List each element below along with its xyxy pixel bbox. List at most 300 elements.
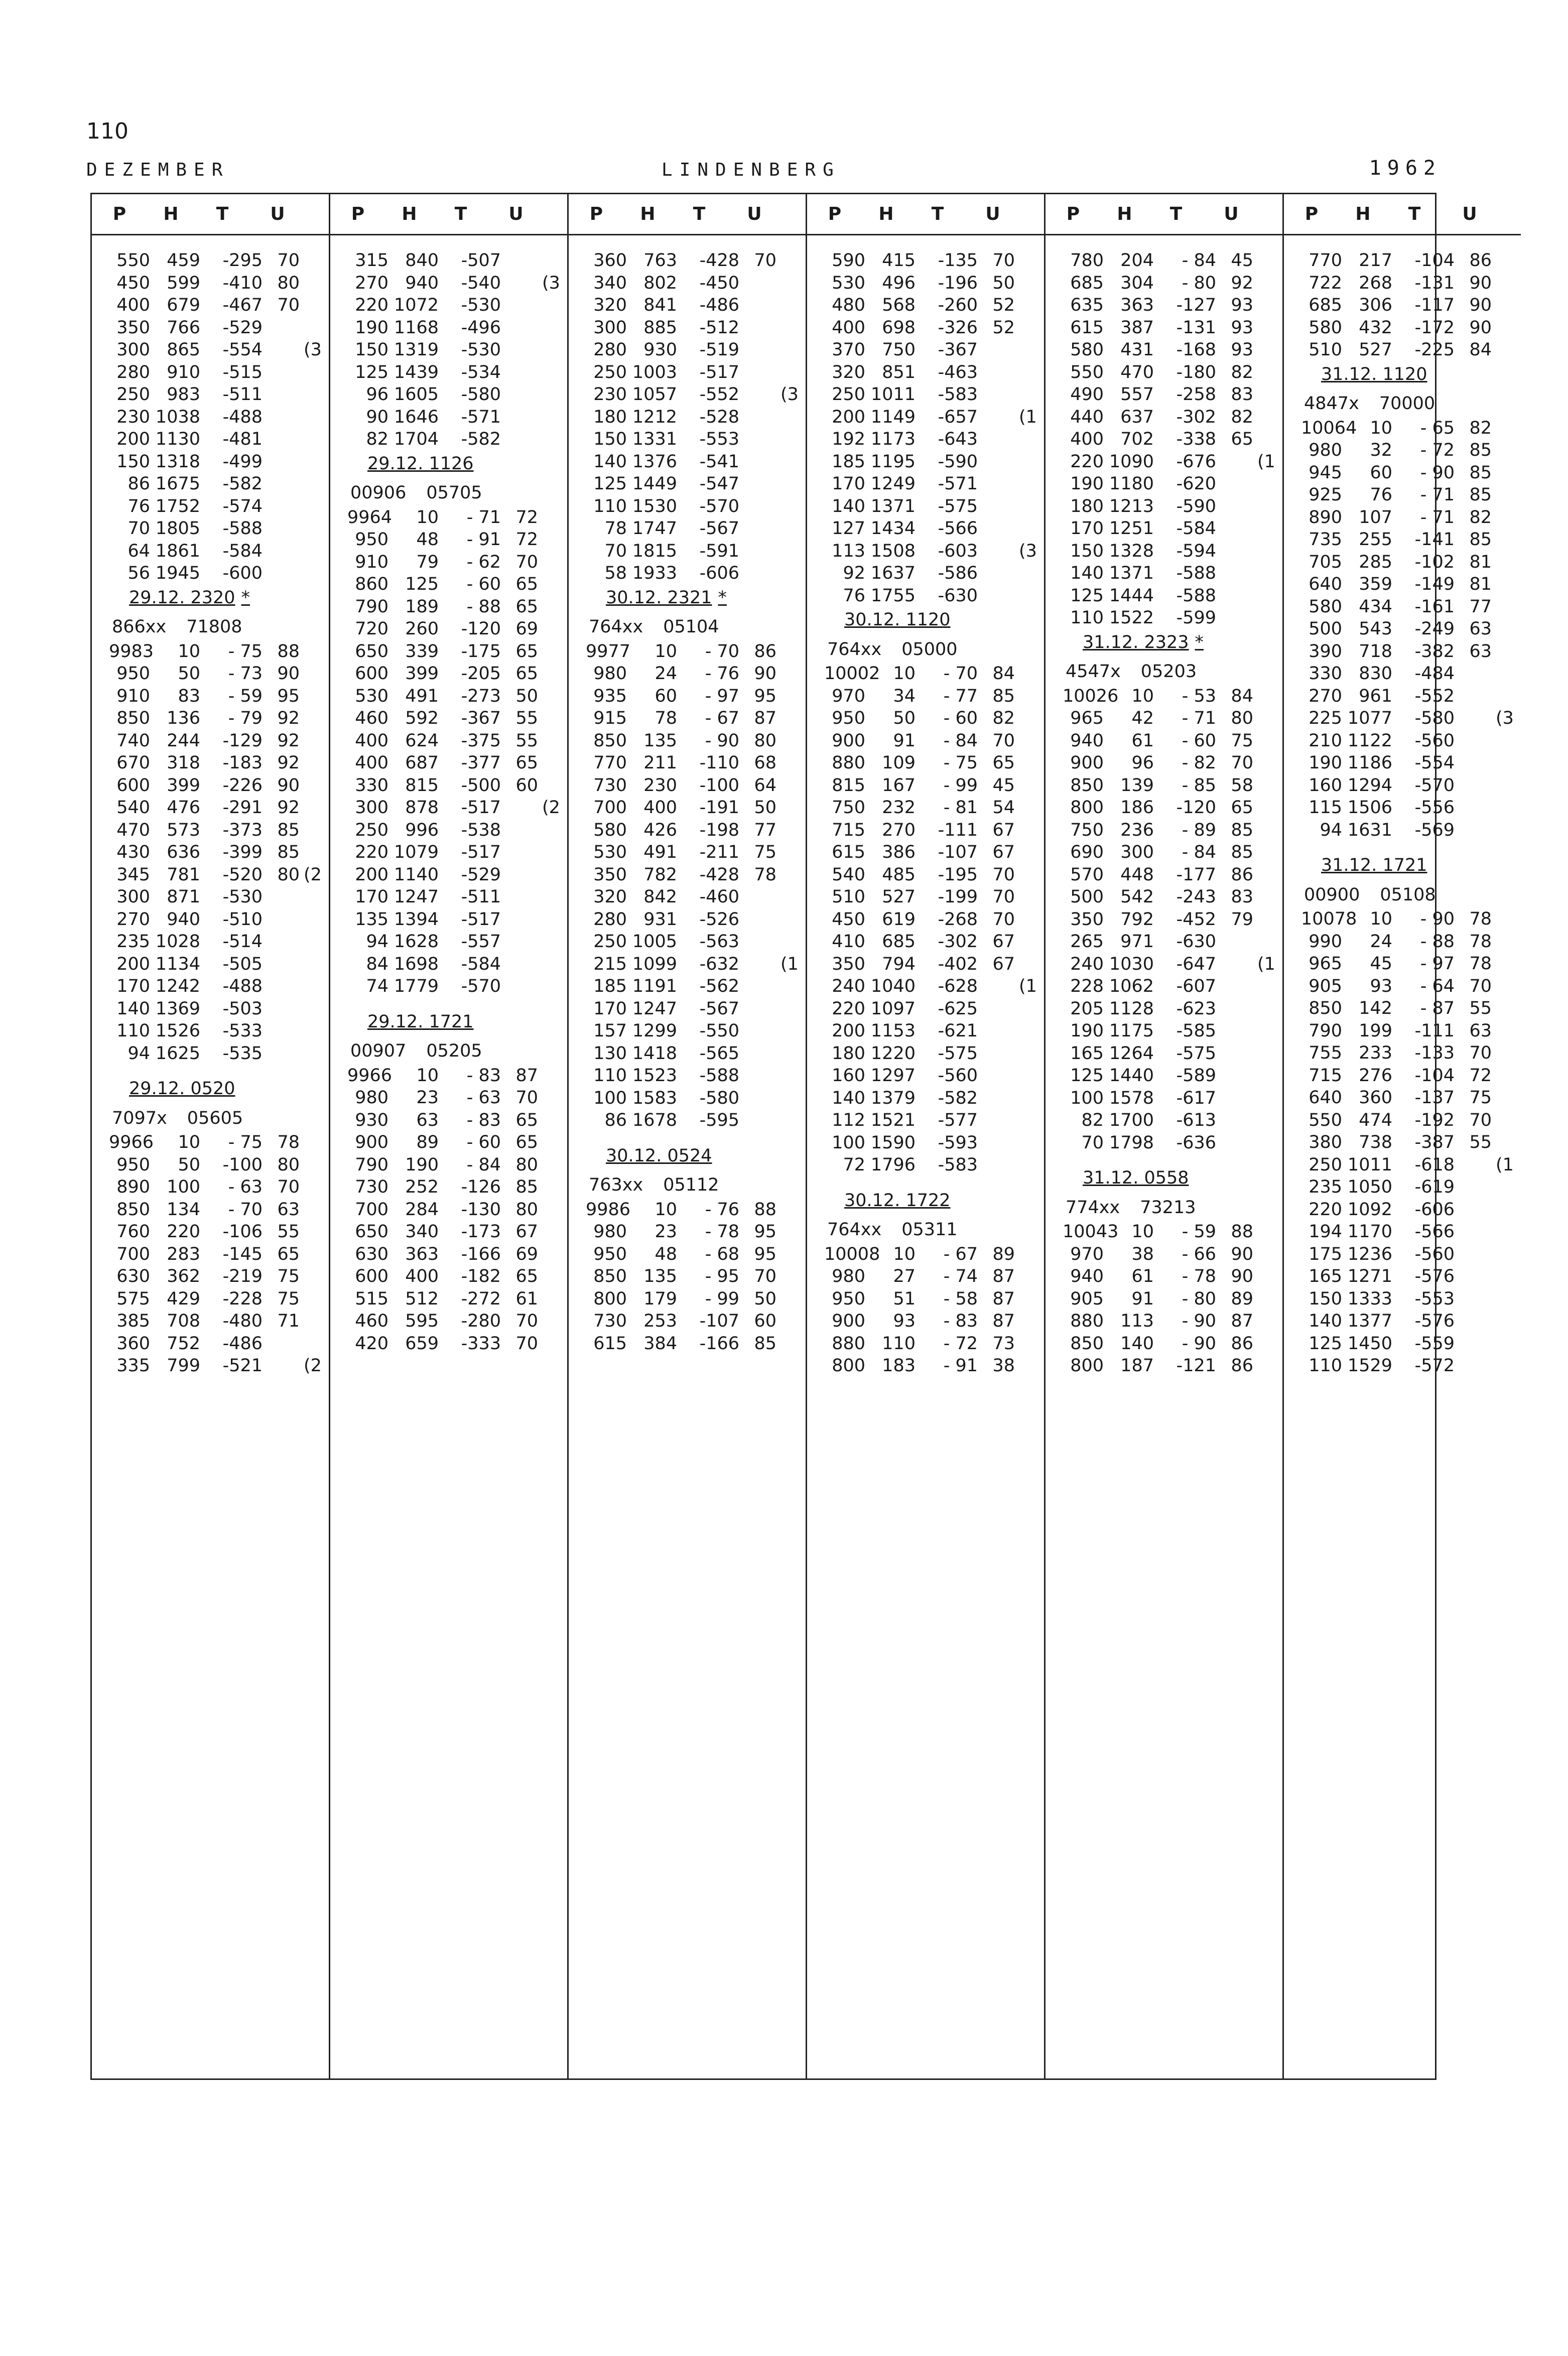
- column-header-p: P: [828, 204, 842, 224]
- sounding-code-part: 05000: [901, 639, 958, 660]
- pressure-cell: 900: [832, 730, 865, 751]
- humidity-cell: [263, 317, 300, 339]
- humidity-cell: 65: [515, 1266, 538, 1286]
- humidity-cell: 90: [1231, 1244, 1253, 1264]
- sounding-mark: [1427, 855, 1433, 875]
- pressure-cell: 715: [1309, 1065, 1342, 1086]
- humidity-cell: 87: [515, 1065, 538, 1086]
- sounding-header: [824, 1190, 1044, 1241]
- height-cell: 1522: [1109, 608, 1154, 628]
- pressure-cell: 750: [1070, 820, 1104, 840]
- temperature-cell: -582: [461, 429, 501, 449]
- pressure-cell: 250: [1309, 1154, 1342, 1175]
- temperature-cell: -375: [461, 730, 501, 751]
- height-cell: 253: [643, 1311, 677, 1331]
- height-cell: 1062: [1109, 976, 1154, 996]
- note-cell: (1: [1257, 954, 1275, 974]
- humidity-cell: 90: [1469, 273, 1492, 293]
- height-cell: 10: [893, 1244, 916, 1264]
- temperature-cell: -338: [1176, 429, 1216, 449]
- data-row: [109, 1243, 329, 1266]
- humidity-cell: 79: [1231, 909, 1253, 930]
- column-header: [569, 194, 806, 235]
- pressure-cell: 950: [355, 530, 388, 550]
- note-cell: (3: [1496, 708, 1514, 728]
- sounding-date: [824, 609, 1044, 631]
- height-cell: 167: [882, 775, 916, 796]
- humidity-cell: 70: [515, 1333, 538, 1354]
- column-header-p: P: [1066, 204, 1080, 224]
- humidity-cell: [1455, 1176, 1492, 1199]
- data-row: [1301, 439, 1521, 462]
- temperature-cell: - 83: [466, 1065, 501, 1086]
- humidity-cell: 70: [992, 864, 1015, 885]
- height-cell: 135: [643, 730, 677, 751]
- data-row: [109, 1333, 329, 1355]
- height-cell: 318: [167, 753, 200, 773]
- sounding-code-part: 00900: [1304, 884, 1360, 905]
- temperature-cell: -326: [938, 317, 978, 338]
- humidity-cell: 70: [1469, 1110, 1492, 1130]
- pressure-cell: 615: [832, 842, 865, 862]
- height-cell: 470: [1120, 362, 1154, 382]
- humidity-cell: 72: [515, 530, 538, 550]
- column-body: [92, 235, 329, 1388]
- temperature-cell: -107: [699, 1311, 739, 1331]
- pressure-cell: 150: [1309, 1288, 1342, 1309]
- height-cell: 1945: [155, 563, 200, 583]
- pressure-cell: 880: [832, 1333, 865, 1354]
- height-cell: 363: [1120, 295, 1154, 315]
- temperature-cell: -100: [222, 1154, 263, 1175]
- humidity-cell: [978, 998, 1015, 1020]
- humidity-cell: 90: [1231, 1266, 1253, 1286]
- temperature-cell: -657: [938, 407, 978, 427]
- temperature-cell: -530: [461, 340, 501, 360]
- pressure-cell: 250: [832, 384, 865, 405]
- temperature-cell: -302: [938, 932, 978, 952]
- humidity-cell: 87: [992, 1311, 1015, 1331]
- height-cell: 113: [1120, 1311, 1154, 1331]
- temperature-cell: -570: [1414, 775, 1455, 796]
- height-cell: 78: [655, 708, 677, 728]
- pressure-cell: 950: [832, 708, 865, 728]
- height-cell: 142: [1359, 998, 1392, 1018]
- data-row: [1301, 953, 1521, 975]
- height-cell: 448: [1120, 864, 1154, 885]
- pressure-cell: 800: [593, 1288, 627, 1309]
- pressure-cell: 230: [593, 384, 627, 405]
- pressure-cell: 430: [116, 842, 150, 862]
- sounding-date-text: 31.12. 1721: [1321, 855, 1427, 875]
- pressure-cell: 110: [116, 1021, 150, 1041]
- humidity-cell: 73: [992, 1333, 1015, 1354]
- height-cell: 1077: [1347, 708, 1392, 728]
- humidity-cell: 64: [754, 775, 776, 796]
- height-cell: 1149: [870, 407, 916, 427]
- pressure-cell: 575: [116, 1288, 150, 1309]
- data-row: [1063, 495, 1282, 518]
- height-cell: 543: [1359, 619, 1392, 639]
- pressure-cell: 580: [1309, 596, 1342, 617]
- height-cell: 799: [167, 1356, 200, 1376]
- height-cell: 10: [655, 641, 677, 662]
- temperature-cell: -517: [461, 798, 501, 818]
- humidity-cell: [263, 975, 300, 998]
- humidity-cell: 84: [992, 664, 1015, 684]
- height-cell: 1418: [632, 1043, 677, 1064]
- height-cell: 1333: [1347, 1288, 1392, 1309]
- height-cell: 362: [167, 1266, 200, 1286]
- pressure-cell: 228: [1070, 976, 1104, 996]
- humidity-cell: [978, 517, 1015, 540]
- height-cell: 1247: [394, 887, 439, 907]
- data-row: [824, 1154, 1044, 1176]
- temperature-cell: -588: [699, 1066, 739, 1086]
- pressure-cell: 380: [1309, 1132, 1342, 1152]
- pressure-cell: 480: [832, 295, 865, 315]
- data-row: [586, 774, 806, 797]
- humidity-cell: 67: [992, 820, 1015, 840]
- pressure-cell: 170: [832, 474, 865, 494]
- note-cell: (1: [780, 954, 799, 974]
- column-header-p: P: [589, 204, 603, 224]
- temperature-cell: - 67: [705, 708, 739, 728]
- temperature-cell: - 60: [943, 708, 978, 728]
- pressure-cell: 58: [604, 563, 627, 583]
- pressure-cell: 205: [1070, 998, 1104, 1019]
- data-row: [1063, 451, 1282, 473]
- height-cell: 387: [1120, 317, 1154, 338]
- temperature-cell: -584: [222, 541, 263, 561]
- pressure-cell: 615: [1070, 317, 1104, 338]
- height-cell: 1057: [632, 384, 677, 405]
- pressure-cell: 200: [355, 864, 388, 885]
- humidity-cell: 65: [1231, 429, 1253, 449]
- pressure-cell: 125: [355, 362, 388, 382]
- humidity-cell: 83: [1231, 384, 1253, 405]
- humidity-cell: [1455, 1199, 1492, 1221]
- humidity-cell: [1216, 607, 1253, 629]
- humidity-cell: 65: [515, 753, 538, 773]
- pressure-cell: 500: [1070, 887, 1104, 907]
- temperature-cell: -182: [461, 1266, 501, 1286]
- height-cell: 1449: [632, 474, 677, 494]
- humidity-cell: [263, 1333, 300, 1355]
- sounding-date: [1063, 631, 1282, 654]
- humidity-cell: 65: [515, 1110, 538, 1130]
- humidity-cell: [978, 495, 1015, 518]
- humidity-cell: [1455, 1221, 1492, 1243]
- temperature-cell: -535: [222, 1043, 263, 1064]
- temperature-cell: -503: [222, 998, 263, 1019]
- data-row: [824, 339, 1044, 361]
- humidity-cell: [1216, 1087, 1253, 1110]
- temperature-cell: -104: [1414, 250, 1455, 271]
- height-cell: 34: [893, 686, 916, 706]
- data-row: [586, 451, 806, 473]
- height-cell: 432: [1359, 317, 1392, 338]
- temperature-cell: -606: [1414, 1199, 1455, 1220]
- temperature-cell: - 66: [1182, 1244, 1216, 1264]
- height-cell: 233: [1359, 1043, 1392, 1063]
- temperature-cell: -576: [1414, 1266, 1455, 1286]
- pressure-cell: 850: [1070, 775, 1104, 796]
- sounding-date-text: 30.12. 0524: [606, 1145, 712, 1166]
- temperature-cell: - 80: [1182, 273, 1216, 293]
- humidity-cell: [1216, 998, 1253, 1020]
- sounding-date: [1301, 363, 1521, 386]
- pressure-cell: 770: [593, 753, 627, 773]
- pressure-cell: 10002: [824, 664, 880, 684]
- temperature-cell: -582: [938, 1088, 978, 1108]
- data-row: [824, 1109, 1044, 1132]
- data-row: [586, 1221, 806, 1243]
- temperature-cell: - 77: [943, 686, 978, 706]
- pressure-cell: 86: [604, 1110, 627, 1130]
- temperature-cell: -594: [1176, 541, 1216, 561]
- height-cell: 304: [1120, 273, 1154, 293]
- height-cell: 1331: [632, 429, 677, 449]
- humidity-cell: 87: [992, 1266, 1015, 1286]
- height-cell: 10: [655, 1199, 677, 1220]
- data-row: [347, 1065, 567, 1087]
- data-row: [1063, 517, 1282, 540]
- data-row: [586, 540, 806, 563]
- height-cell: 61: [1131, 1266, 1154, 1286]
- data-row: [586, 473, 806, 495]
- humidity-cell: [739, 272, 776, 295]
- data-row: [1063, 294, 1282, 317]
- temperature-cell: -496: [461, 317, 501, 338]
- pressure-cell: 220: [355, 295, 388, 315]
- temperature-cell: -177: [1176, 864, 1216, 885]
- data-row: [109, 752, 329, 774]
- humidity-cell: 78: [1469, 909, 1492, 929]
- height-cell: 1796: [870, 1155, 916, 1175]
- height-cell: 1318: [155, 451, 200, 472]
- pressure-cell: 880: [1070, 1311, 1104, 1331]
- data-row: [824, 517, 1044, 540]
- data-row: [109, 428, 329, 451]
- pressure-cell: 270: [355, 273, 388, 293]
- pressure-cell: 9964: [347, 507, 393, 528]
- data-row: [109, 562, 329, 585]
- height-cell: 1030: [1109, 954, 1154, 974]
- humidity-cell: [978, 428, 1015, 451]
- pressure-cell: 685: [1070, 273, 1104, 293]
- data-row: [109, 1020, 329, 1042]
- humidity-cell: 86: [1469, 250, 1492, 271]
- pressure-cell: 700: [593, 798, 627, 818]
- pressure-cell: 850: [1070, 1333, 1104, 1354]
- height-cell: 794: [882, 954, 916, 974]
- data-row: [586, 998, 806, 1020]
- humidity-cell: [501, 272, 538, 295]
- humidity-cell: 50: [992, 273, 1015, 293]
- humidity-cell: [1216, 975, 1253, 998]
- pressure-cell: 140: [832, 1088, 865, 1108]
- height-cell: 400: [643, 798, 677, 818]
- humidity-cell: 65: [992, 753, 1015, 773]
- temperature-cell: - 84: [1182, 842, 1216, 862]
- temperature-cell: -571: [461, 407, 501, 427]
- data-row: [586, 1288, 806, 1311]
- humidity-cell: 86: [754, 641, 776, 662]
- humidity-cell: 67: [992, 954, 1015, 974]
- pressure-cell: 460: [355, 708, 388, 728]
- humidity-cell: 90: [1469, 317, 1492, 338]
- temperature-cell: - 90: [1182, 1333, 1216, 1354]
- height-cell: 23: [416, 1088, 439, 1108]
- humidity-cell: [263, 1042, 300, 1065]
- pressure-cell: 540: [832, 864, 865, 885]
- humidity-cell: [739, 1065, 776, 1087]
- temperature-cell: -102: [1414, 552, 1455, 572]
- height-cell: 782: [643, 864, 677, 885]
- temperature-cell: -249: [1414, 619, 1455, 639]
- data-row: [347, 707, 567, 730]
- pressure-cell: 200: [116, 954, 150, 974]
- pressure-cell: 915: [593, 708, 627, 728]
- data-row: [1301, 573, 1521, 596]
- height-cell: 50: [178, 664, 200, 684]
- humidity-cell: 72: [1469, 1065, 1492, 1086]
- temperature-cell: - 72: [1420, 440, 1455, 460]
- humidity-cell: 70: [992, 250, 1015, 271]
- humidity-cell: 54: [992, 798, 1015, 818]
- pressure-cell: 190: [1070, 474, 1104, 494]
- height-cell: 190: [405, 1154, 439, 1175]
- data-row: [586, 953, 806, 976]
- temperature-cell: -111: [938, 820, 978, 840]
- temperature-cell: -519: [699, 340, 739, 360]
- humidity-cell: 82: [1469, 507, 1492, 528]
- pressure-cell: 980: [832, 1266, 865, 1286]
- data-row: [1063, 908, 1282, 931]
- height-cell: 340: [405, 1222, 439, 1242]
- height-cell: 1394: [394, 909, 439, 930]
- pressure-cell: 980: [593, 1222, 627, 1242]
- sounding-date-text: 29.12. 0520: [129, 1079, 235, 1099]
- humidity-cell: [739, 886, 776, 908]
- humidity-cell: [263, 540, 300, 563]
- data-row: [1301, 506, 1521, 529]
- data-row: [586, 428, 806, 451]
- temperature-cell: -620: [1176, 474, 1216, 494]
- sounding-code-part: 05108: [1380, 884, 1436, 905]
- temperature-cell: -560: [1414, 730, 1455, 751]
- data-row: [1063, 1265, 1282, 1288]
- data-row: [109, 317, 329, 339]
- temperature-cell: -588: [1176, 585, 1216, 606]
- temperature-cell: -575: [1176, 1043, 1216, 1064]
- pressure-cell: 70: [127, 518, 150, 539]
- humidity-cell: [1216, 540, 1253, 563]
- sounding-header: [347, 453, 567, 504]
- data-row: [824, 451, 1044, 473]
- temperature-cell: -120: [1176, 798, 1216, 818]
- temperature-cell: -129: [222, 730, 263, 751]
- data-row: [824, 495, 1044, 518]
- height-cell: 63: [416, 1110, 439, 1130]
- note-cell: (3: [542, 273, 560, 293]
- table-column: [807, 194, 1046, 2078]
- pressure-cell: 930: [355, 1110, 388, 1130]
- temperature-cell: - 99: [705, 1288, 739, 1309]
- data-row: [109, 1199, 329, 1221]
- data-row: [109, 685, 329, 708]
- data-row: [347, 730, 567, 752]
- data-row: [824, 1020, 1044, 1042]
- pressure-cell: 515: [355, 1288, 388, 1309]
- height-cell: 1271: [1347, 1266, 1392, 1286]
- humidity-cell: 70: [754, 250, 776, 271]
- data-row: [347, 663, 567, 685]
- humidity-cell: 80: [277, 1154, 300, 1175]
- humidity-cell: [739, 562, 776, 585]
- temperature-cell: -565: [699, 1043, 739, 1064]
- sounding-mark: [951, 1191, 957, 1211]
- height-cell: 220: [167, 1222, 200, 1242]
- pressure-cell: 110: [1309, 1356, 1342, 1376]
- humidity-cell: 80: [515, 1154, 538, 1175]
- height-cell: 659: [405, 1333, 439, 1354]
- humidity-cell: [1455, 1355, 1492, 1377]
- pressure-cell: 790: [355, 1154, 388, 1175]
- humidity-cell: [739, 953, 776, 976]
- pressure-cell: 700: [355, 1199, 388, 1220]
- height-cell: 91: [1131, 1288, 1154, 1309]
- temperature-cell: -486: [222, 1333, 263, 1354]
- data-row: [1063, 383, 1282, 406]
- pressure-cell: 150: [593, 429, 627, 449]
- data-row: [1063, 1065, 1282, 1087]
- pressure-cell: 94: [127, 1043, 150, 1064]
- temperature-cell: -591: [699, 541, 739, 561]
- height-cell: 1251: [1109, 518, 1154, 539]
- temperature-cell: - 84: [466, 1154, 501, 1175]
- temperature-cell: -526: [699, 909, 739, 930]
- pressure-cell: 980: [593, 664, 627, 684]
- humidity-cell: [263, 562, 300, 585]
- temperature-cell: -106: [222, 1222, 263, 1242]
- height-cell: 38: [1131, 1244, 1154, 1264]
- sounding-date-text: 30.12. 2321: [606, 587, 712, 608]
- sounding-code: [109, 616, 329, 638]
- humidity-cell: 77: [1469, 596, 1492, 617]
- data-row: [347, 1221, 567, 1243]
- pressure-cell: 165: [1309, 1266, 1342, 1286]
- height-cell: 139: [1120, 775, 1154, 796]
- humidity-cell: 67: [992, 842, 1015, 862]
- sounding-header: [586, 1145, 806, 1197]
- height-cell: 1003: [632, 362, 677, 382]
- pressure-cell: 735: [1309, 530, 1342, 550]
- temperature-cell: - 88: [1420, 931, 1455, 952]
- humidity-cell: 70: [992, 887, 1015, 907]
- height-cell: 592: [405, 708, 439, 728]
- temperature-cell: - 75: [228, 641, 263, 662]
- humidity-cell: 45: [992, 775, 1015, 796]
- data-row: [1301, 997, 1521, 1020]
- temperature-cell: -111: [1414, 1020, 1455, 1041]
- data-row: [1301, 797, 1521, 819]
- humidity-cell: [263, 953, 300, 976]
- page-number: 110: [86, 118, 128, 144]
- pressure-cell: 965: [1309, 954, 1342, 974]
- temperature-cell: - 97: [1420, 954, 1455, 974]
